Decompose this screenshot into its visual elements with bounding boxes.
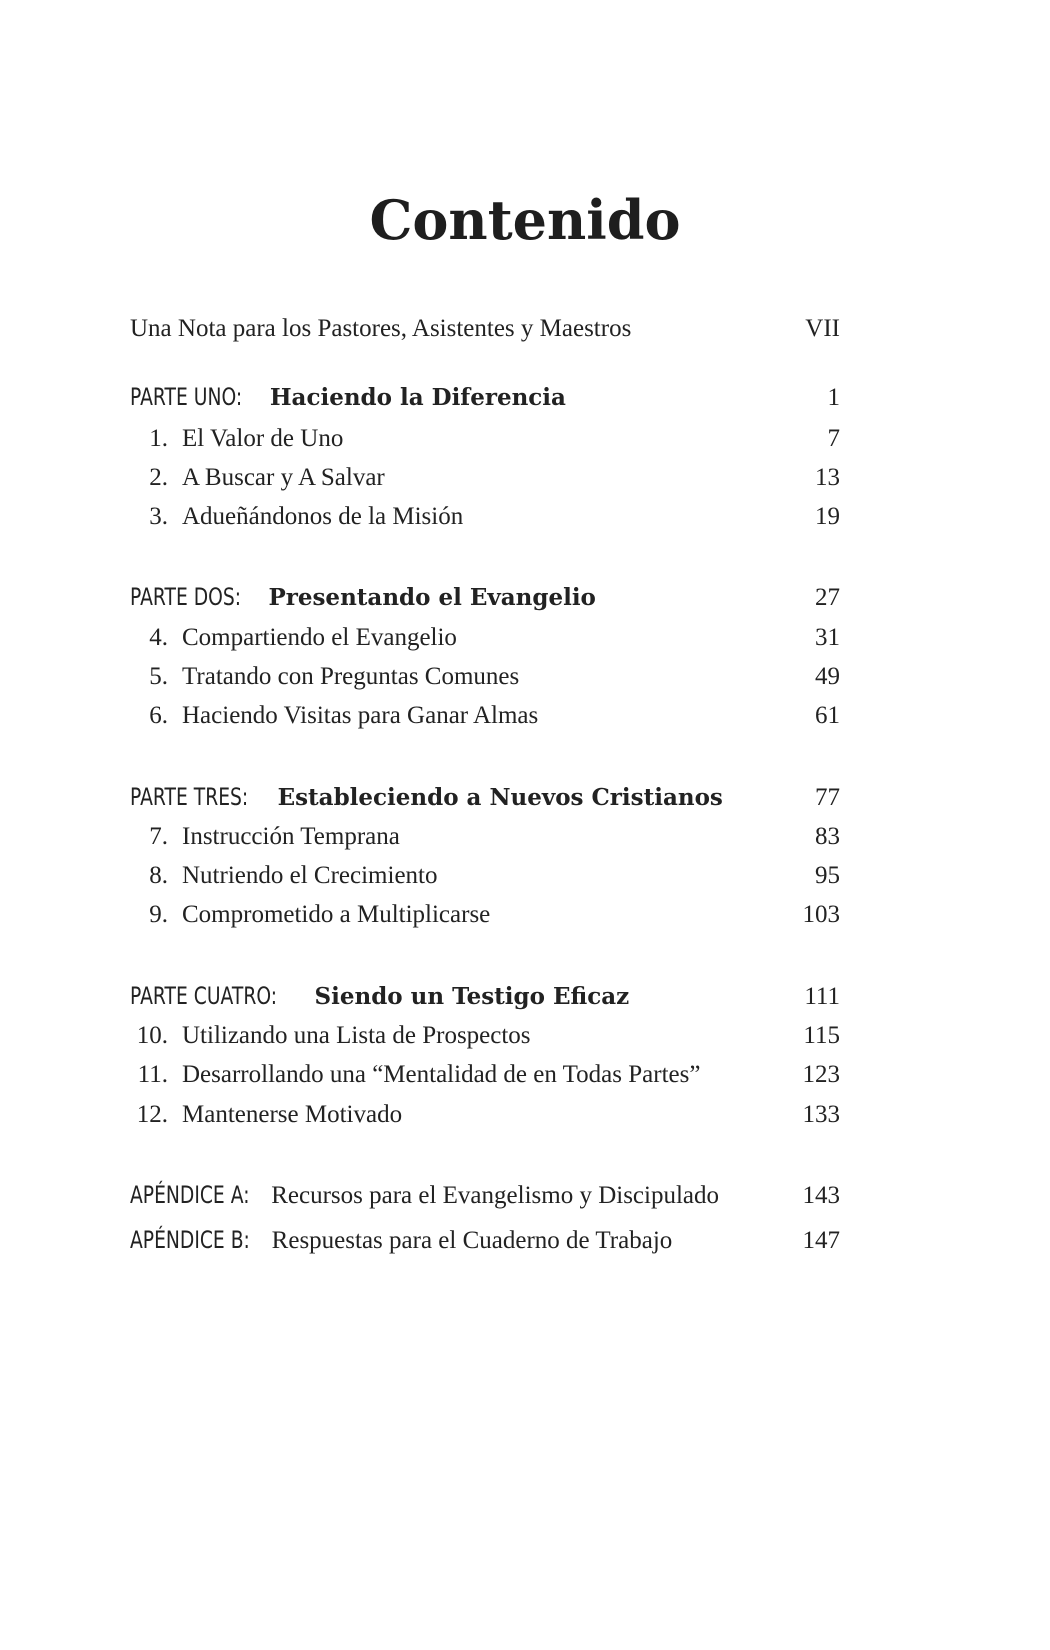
chapter-title: Nutriendo el Crecimiento [182, 862, 438, 889]
toc-chapter[interactable] [130, 861, 840, 891]
toc-page-number: 133 [802, 1101, 840, 1128]
toc-chapter[interactable] [130, 502, 840, 532]
toc-part-1[interactable] [130, 382, 840, 413]
toc-page-number: 147 [802, 1227, 840, 1254]
toc-page-number: 115 [803, 1022, 840, 1049]
toc-chapter[interactable] [130, 1100, 840, 1130]
part-label: PARTE TRES: [130, 783, 249, 811]
chapter-title: Compartiendo el Evangelio [182, 624, 457, 651]
toc-page-number: 27 [815, 584, 840, 611]
toc-page-number: 1 [827, 384, 840, 411]
part-label: PARTE UNO: [130, 383, 243, 411]
toc-entry-intro[interactable] [130, 314, 840, 344]
toc-page-number: 31 [815, 624, 840, 651]
toc-page-number: 111 [804, 983, 840, 1010]
toc-chapter[interactable] [130, 822, 840, 852]
chapter-title: Tratando con Preguntas Comunes [182, 663, 520, 690]
toc-chapter[interactable] [130, 900, 840, 930]
chapter-title: Mantenerse Motivado [182, 1101, 403, 1128]
part-title: Estableciendo a Nuevos Cristianos [277, 784, 723, 811]
part-title: Presentando el Evangelio [268, 584, 596, 611]
toc-page-number: 13 [815, 464, 840, 491]
toc-page-number: 49 [815, 663, 840, 690]
toc-page-number: 77 [815, 784, 840, 811]
chapter-title: Comprometido a Multiplicarse [182, 901, 491, 928]
part-title: Siendo un Testigo Eficaz [314, 983, 630, 1010]
toc-part-4[interactable] [130, 981, 840, 1012]
chapter-number: 12. [136, 1101, 168, 1128]
toc-appendix-a[interactable] [130, 1180, 840, 1211]
chapter-number: 9. [149, 901, 168, 928]
toc-page-number: 19 [815, 503, 840, 530]
toc-page-number: VII [805, 315, 840, 342]
toc-page-number: 95 [815, 862, 840, 889]
page-title: Contenido [369, 188, 681, 252]
chapter-number: 1. [149, 425, 168, 452]
appendix-title: Respuestas para el Cuaderno de Trabajo [271, 1227, 673, 1254]
appendix-title: Recursos para el Evangelismo y Discipulado [271, 1182, 720, 1209]
toc-part-2[interactable] [130, 582, 840, 613]
part-label: PARTE CUATRO: [130, 982, 278, 1010]
part-title: Haciendo la Diferencia [269, 384, 566, 411]
chapter-title: Utilizando una Lista de Prospectos [182, 1022, 531, 1049]
appendix-label: APÉNDICE B: [130, 1226, 250, 1254]
chapter-number: 10. [136, 1022, 168, 1049]
chapter-number: 6. [149, 702, 168, 729]
toc-chapter[interactable] [130, 463, 840, 493]
toc-part-3[interactable] [130, 782, 840, 813]
part-label: PARTE DOS: [130, 583, 242, 611]
chapter-number: 7. [149, 823, 168, 850]
chapter-title: Haciendo Visitas para Ganar Almas [182, 702, 539, 729]
chapter-number: 3. [149, 503, 168, 530]
chapter-title: Desarrollando una “Mentalidad de en Todas Partes” [182, 1061, 701, 1088]
toc-page-number: 61 [815, 702, 840, 729]
toc-page-number: 123 [802, 1061, 840, 1088]
toc-chapter[interactable] [130, 662, 840, 692]
toc-chapter[interactable] [130, 623, 840, 653]
toc-chapter[interactable] [130, 701, 840, 731]
chapter-number: 11. [137, 1061, 168, 1088]
toc-page-number: 103 [802, 901, 840, 928]
chapter-title: A Buscar y A Salvar [182, 464, 385, 491]
chapter-number: 8. [149, 862, 168, 889]
chapter-title: El Valor de Uno [182, 425, 344, 452]
appendix-label: APÉNDICE A: [130, 1181, 250, 1209]
toc-chapter[interactable] [130, 1060, 840, 1090]
chapter-number: 4. [149, 624, 168, 651]
chapter-number: 5. [149, 663, 168, 690]
toc-appendix-b[interactable] [130, 1225, 840, 1256]
toc-chapter[interactable] [130, 424, 840, 454]
toc-page-number: 7 [827, 425, 840, 452]
chapter-title: Instrucción Temprana [182, 823, 400, 850]
toc-chapter[interactable] [130, 1021, 840, 1051]
toc-page-number: 83 [815, 823, 840, 850]
toc-entry-title: Una Nota para los Pastores, Asistentes y Maestros [130, 315, 632, 342]
chapter-number: 2. [149, 464, 168, 491]
toc-page-number: 143 [802, 1182, 840, 1209]
chapter-title: Adueñándonos de la Misión [182, 503, 464, 530]
